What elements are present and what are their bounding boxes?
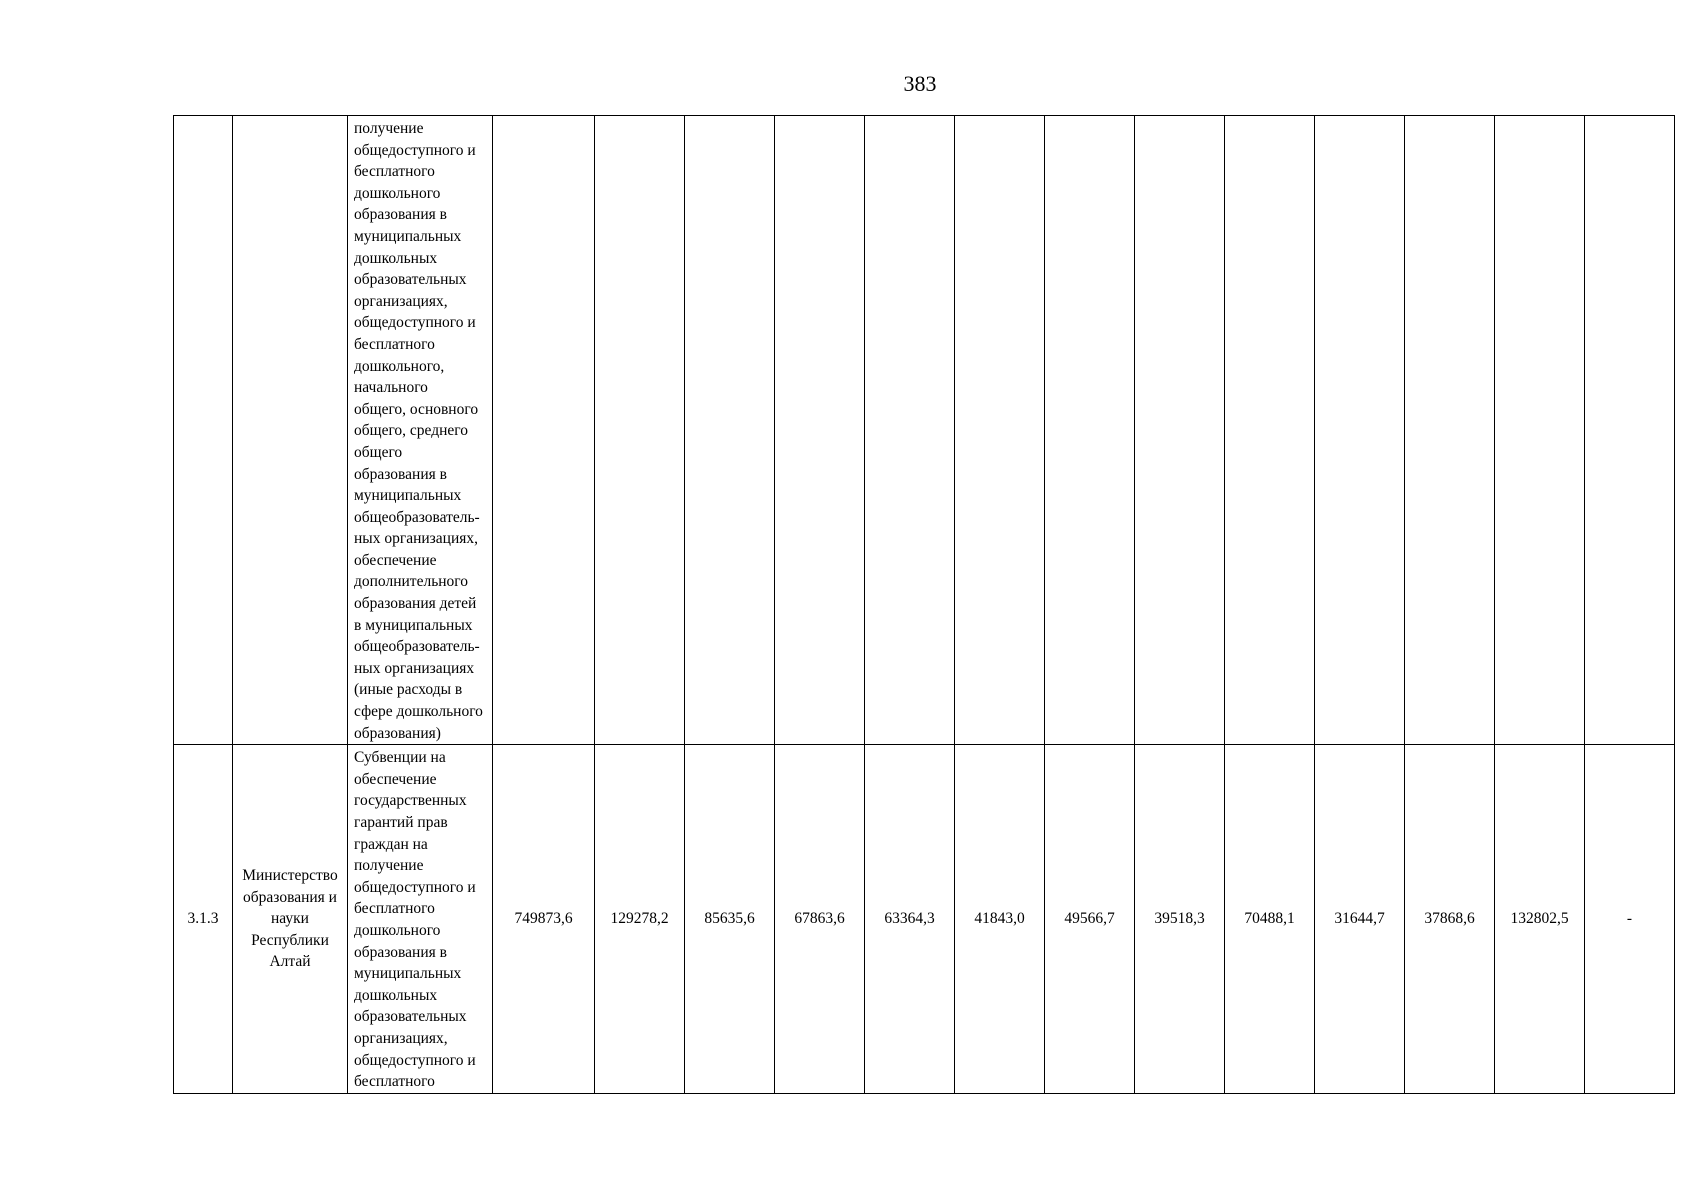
value-cell: 31644,7 [1315,745,1405,1094]
value-cell [493,116,595,745]
description-cell: Субвенции на обеспечение государственных гарантий прав граждан на получение общедоступного и бесплатного дошкольного образования в муниципальных дошкольных образовательных организациях, общедоступного и бесплатного [348,745,493,1094]
value-cell [865,116,955,745]
value-cell [775,116,865,745]
value-cell: 37868,6 [1405,745,1495,1094]
value-cell: 749873,6 [493,745,595,1094]
value-cell: 67863,6 [775,745,865,1094]
value-cell [595,116,685,745]
responsible-cell: Министерство образования и науки Республики Алтай [233,745,348,1094]
row-code-cell [174,116,233,745]
value-cell: 63364,3 [865,745,955,1094]
value-cell: 129278,2 [595,745,685,1094]
table-row-3-1-3 [174,745,1675,1094]
value-cell [955,116,1045,745]
value-cell [685,116,775,745]
value-cell: 85635,6 [685,745,775,1094]
value-cell [1405,116,1495,745]
page-number: 383 [903,71,937,96]
value-cell: 132802,5 [1495,745,1585,1094]
budget-table [173,115,1675,1094]
row-code-cell: 3.1.3 [174,745,233,1094]
description-cell: получение общедоступного и бесплатного дошкольного образования в муниципальных дошкольных образовательных организациях, общедоступного и бесплатного дошкольного, начального общего, основного общего, среднего общего образования в муниципальных общеобразователь- ных организациях, обеспечение дополнительного образования детей в муниципальных общеобразователь- ных организациях (иные расходы в сфере дошкольного образования) [348,116,493,745]
value-cell: 41843,0 [955,745,1045,1094]
value-cell [1045,116,1135,745]
value-cell: 70488,1 [1225,745,1315,1094]
value-cell: 49566,7 [1045,745,1135,1094]
value-cell: 39518,3 [1135,745,1225,1094]
value-cell [1225,116,1315,745]
value-cell [1495,116,1585,745]
value-cell [1585,116,1675,745]
value-cell [1135,116,1225,745]
value-cell [1315,116,1405,745]
responsible-cell [233,116,348,745]
value-cell: - [1585,745,1675,1094]
table-row-continuation [174,116,1675,745]
